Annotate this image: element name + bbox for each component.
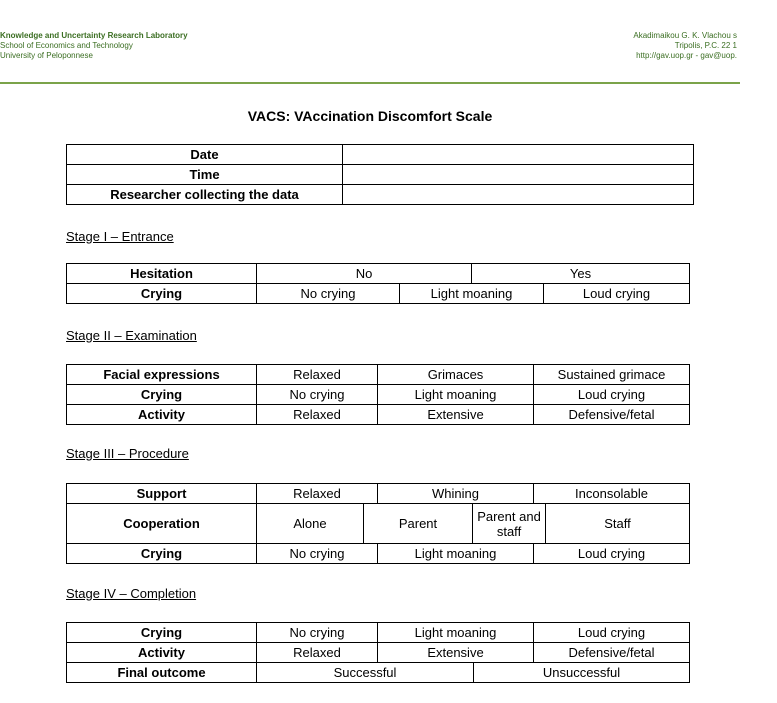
- researcher-label: Researcher collecting the data: [67, 185, 343, 205]
- crying-light-option[interactable]: Light moaning: [378, 623, 534, 643]
- stage-2-heading: Stage II – Examination: [66, 328, 197, 343]
- date-label: Date: [67, 145, 343, 165]
- cooperation-alone-option[interactable]: Alone: [257, 504, 364, 544]
- support-row: [67, 484, 690, 504]
- support-whining-option[interactable]: Whining: [378, 484, 534, 504]
- crying-loud-option[interactable]: Loud crying: [534, 544, 690, 564]
- facial-label: Facial expressions: [67, 365, 257, 385]
- activity-defensive-option[interactable]: Defensive/fetal: [534, 405, 690, 425]
- letterhead-left: [0, 31, 188, 61]
- time-row: [67, 165, 694, 185]
- date-row: [67, 145, 694, 165]
- facial-relaxed-option[interactable]: Relaxed: [257, 365, 378, 385]
- cooperation-parent-staff-option[interactable]: Parent and staff: [473, 504, 546, 544]
- stage-3-table: [66, 483, 690, 564]
- time-value-cell[interactable]: [343, 165, 694, 185]
- stage-4-table: [66, 622, 690, 683]
- crying-label: Crying: [67, 385, 257, 405]
- cooperation-label: Cooperation: [67, 504, 257, 544]
- date-value-cell[interactable]: [343, 145, 694, 165]
- outcome-row: [67, 663, 690, 683]
- facial-grimaces-option[interactable]: Grimaces: [378, 365, 534, 385]
- activity-relaxed-option[interactable]: Relaxed: [257, 405, 378, 425]
- support-label: Support: [67, 484, 257, 504]
- stage-2-table: [66, 364, 690, 425]
- outcome-success-option[interactable]: Successful: [257, 663, 474, 683]
- activity-row: [67, 643, 690, 663]
- activity-extensive-option[interactable]: Extensive: [378, 405, 534, 425]
- crying-none-option[interactable]: No crying: [257, 623, 378, 643]
- activity-row: [67, 405, 690, 425]
- activity-relaxed-option[interactable]: Relaxed: [257, 643, 378, 663]
- researcher-row: [67, 185, 694, 205]
- hesitation-yes-option[interactable]: Yes: [472, 264, 690, 284]
- crying-light-option[interactable]: Light moaning: [400, 284, 544, 304]
- header-divider: [0, 82, 740, 84]
- hesitation-label: Hesitation: [67, 264, 257, 284]
- lab-name: Knowledge and Uncertainty Research Laboratory: [0, 31, 188, 40]
- support-inconsolable-option[interactable]: Inconsolable: [534, 484, 690, 504]
- address-line-2: Tripolis, P.C. 22 1: [674, 41, 737, 50]
- facial-sustained-option[interactable]: Sustained grimace: [534, 365, 690, 385]
- crying-label: Crying: [67, 284, 257, 304]
- document-title: VACS: VAccination Discomfort Scale: [247, 108, 493, 124]
- crying-loud-option[interactable]: Loud crying: [544, 284, 690, 304]
- crying-row: [67, 544, 690, 564]
- facial-row: [67, 365, 690, 385]
- hesitation-row: [67, 264, 690, 284]
- activity-label: Activity: [67, 405, 257, 425]
- stage-1-table: [66, 263, 690, 304]
- crying-row: [67, 284, 690, 304]
- crying-light-option[interactable]: Light moaning: [378, 385, 534, 405]
- stage-1-heading: Stage I – Entrance: [66, 229, 174, 244]
- cooperation-parent-option[interactable]: Parent: [364, 504, 473, 544]
- cooperation-staff-option[interactable]: Staff: [546, 504, 690, 544]
- outcome-label: Final outcome: [67, 663, 257, 683]
- activity-label: Activity: [67, 643, 257, 663]
- letterhead-right: [633, 31, 737, 61]
- hesitation-no-option[interactable]: No: [257, 264, 472, 284]
- info-table: [66, 144, 694, 205]
- crying-none-option[interactable]: No crying: [257, 544, 378, 564]
- activity-defensive-option[interactable]: Defensive/fetal: [534, 643, 690, 663]
- crying-light-option[interactable]: Light moaning: [378, 544, 534, 564]
- crying-row: [67, 623, 690, 643]
- stage-3-heading: Stage III – Procedure: [66, 446, 189, 461]
- crying-loud-option[interactable]: Loud crying: [534, 623, 690, 643]
- activity-extensive-option[interactable]: Extensive: [378, 643, 534, 663]
- stage-4-heading: Stage IV – Completion: [66, 586, 197, 601]
- cooperation-row: [67, 504, 690, 544]
- crying-label: Crying: [67, 544, 257, 564]
- crying-loud-option[interactable]: Loud crying: [534, 385, 690, 405]
- time-label: Time: [67, 165, 343, 185]
- outcome-fail-option[interactable]: Unsuccessful: [474, 663, 690, 683]
- crying-none-option[interactable]: No crying: [257, 284, 400, 304]
- contact-line: http://gav.uop.gr - gav@uop.: [636, 51, 737, 60]
- university-name: University of Peloponnese: [0, 51, 93, 60]
- support-relaxed-option[interactable]: Relaxed: [257, 484, 378, 504]
- crying-label: Crying: [67, 623, 257, 643]
- crying-none-option[interactable]: No crying: [257, 385, 378, 405]
- school-name: School of Economics and Technology: [0, 41, 133, 50]
- researcher-value-cell[interactable]: [343, 185, 694, 205]
- crying-row: [67, 385, 690, 405]
- address-line-1: Akadimaikou G. K. Vlachou s: [633, 31, 737, 40]
